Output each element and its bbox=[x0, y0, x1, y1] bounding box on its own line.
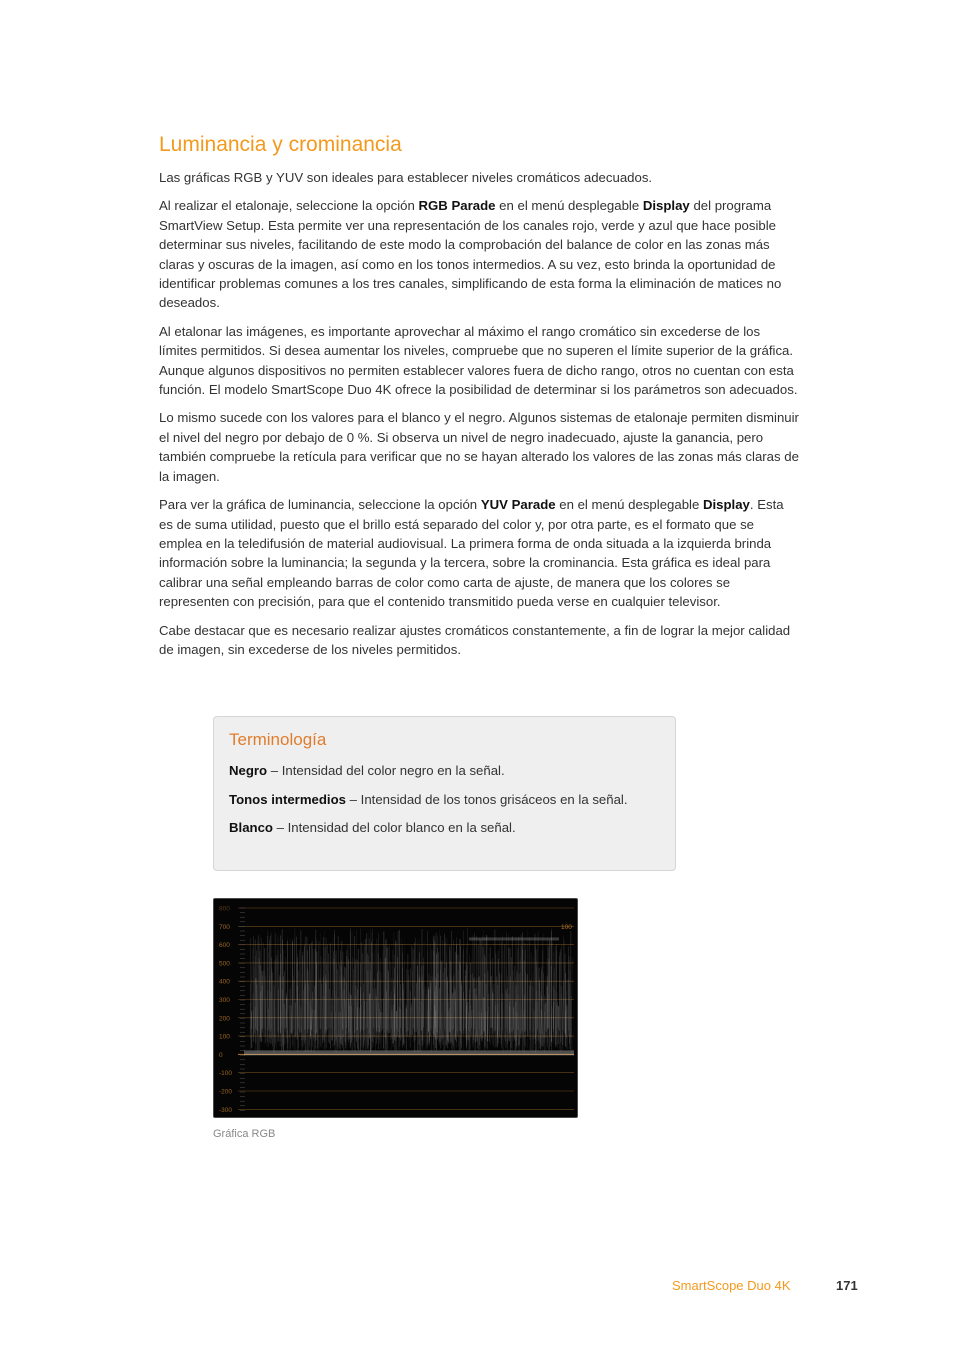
text-run: del programa SmartView Setup. Esta permite ver una representación de los canales rojo, verde y azul que hace posible determinar sus niveles, facilitando de este modo la comprobación del balance de color en las zonas más claras y oscuras de la imagen, así como en los tonos intermedios. A su vez, esto brinda la oportunidad de identificar problemas comunes a los tres canales, simplificando de esta forma la eliminación de matices no deseados. bbox=[159, 198, 782, 311]
term-name: Blanco bbox=[229, 820, 273, 835]
main-content bbox=[159, 130, 799, 668]
waveform-highlight bbox=[469, 937, 559, 940]
page-number: 171 bbox=[836, 1278, 858, 1293]
term-definition: – Intensidad del color blanco en la señal. bbox=[272, 820, 516, 835]
terminology-box bbox=[213, 716, 676, 871]
waveform-baseline-band bbox=[244, 1050, 574, 1055]
scale-label: 0 bbox=[219, 1051, 223, 1059]
body-paragraphs bbox=[159, 168, 799, 659]
term-definition: – Intensidad del color negro en la señal. bbox=[267, 763, 505, 778]
text-run: Al etalonar las imágenes, es importante aprovechar al máximo el rango cromático sin excederse de los límites permitidos. Si desea aumentar los niveles, compruebe que no superen el límite superior de la gráfica. Aunque algunos dispositivos no permiten establecer valores fuera de dicho rango, otros no cuentan con esta función. El modelo SmartScope Duo 4K ofrece la posibilidad de determinar si los parámetros son adecuados. bbox=[159, 323, 798, 398]
terminology-title: Terminología bbox=[229, 730, 327, 749]
scale-label: 400 bbox=[219, 978, 230, 986]
body-paragraph bbox=[159, 196, 799, 312]
body-paragraph bbox=[159, 168, 799, 187]
body-paragraph bbox=[159, 408, 799, 486]
text-run: Lo mismo sucede con los valores para el blanco y el negro. Algunos sistemas de etalonaje permiten disminuir el nivel del negro por debajo de 0 %. Si observa un nivel de negro inadecuado, ajuste la ganancia, pero también compruebe la retícula para verificar que no se hayan alterado los valores de las zonas más claras de la imagen. bbox=[159, 410, 799, 484]
scale-label: -300 bbox=[219, 1106, 233, 1114]
text-run: Las gráficas RGB y YUV son ideales para establecer niveles cromáticos adecuados. bbox=[159, 170, 653, 185]
term-name: Tonos intermedios bbox=[229, 791, 346, 807]
bold-term: Display bbox=[642, 198, 690, 214]
section-title: Luminancia y crominancia bbox=[159, 133, 402, 156]
bold-term: RGB Parade bbox=[418, 198, 496, 214]
body-paragraph bbox=[159, 621, 799, 660]
body-paragraph bbox=[159, 495, 799, 611]
scale-label: 600 bbox=[219, 942, 230, 950]
term-definition: – Intensidad de los tonos grisáceos en la señal. bbox=[346, 791, 628, 807]
scale-label: 500 bbox=[219, 960, 230, 968]
waveform-graphic bbox=[214, 899, 577, 1117]
figure-caption: Gráfica RGB bbox=[213, 1128, 276, 1140]
terminology-item bbox=[229, 761, 661, 780]
scale-label-right: 100 bbox=[561, 923, 572, 931]
rgb-parade-waveform-image bbox=[213, 898, 578, 1118]
text-run: Para ver la gráfica de luminancia, seleccione la opción bbox=[159, 497, 481, 513]
scale-label: 200 bbox=[219, 1015, 230, 1023]
terminology-list bbox=[229, 761, 661, 837]
terminology-item bbox=[229, 790, 661, 809]
scale-label: 300 bbox=[219, 997, 230, 1004]
term-name: Negro bbox=[229, 763, 268, 778]
bold-term: YUV Parade bbox=[480, 497, 556, 513]
text-run: Al realizar el etalonaje, seleccione la opción bbox=[159, 198, 419, 214]
footer-product-name: SmartScope Duo 4K bbox=[672, 1278, 791, 1293]
text-run: en el menú desplegable bbox=[495, 198, 643, 214]
terminology-item bbox=[229, 818, 661, 837]
bold-term: Display bbox=[702, 497, 750, 513]
scale-label: -100 bbox=[219, 1070, 233, 1078]
text-run: Cabe destacar que es necesario realizar ajustes cromáticos constantemente, a fin de lograr la mejor calidad de imagen, sin excederse de los niveles permitidos. bbox=[159, 622, 791, 657]
text-run: en el menú desplegable bbox=[555, 497, 703, 513]
body-paragraph bbox=[159, 322, 799, 400]
scale-label: -200 bbox=[219, 1088, 233, 1096]
scale-label: 700 bbox=[219, 923, 230, 931]
scale-label: 100 bbox=[219, 1033, 230, 1041]
text-run: . Esta es de suma utilidad, puesto que el brillo está separado del color y, por otra parte, es el formato que se emplea en la teledifusión de material audiovisual. La primera forma de onda situada a la izquierda brinda información sobre la luminancia; la segunda y la tercera, sobre la crominancia. Esta gráfica es ideal para calibrar una señal empleando barras de color como carta de ajuste, de manera que los colores se representen con precisión, para que el contenido transmitido pueda verse en cualquier televisor. bbox=[159, 497, 784, 610]
scale-label: 800 bbox=[219, 905, 230, 913]
